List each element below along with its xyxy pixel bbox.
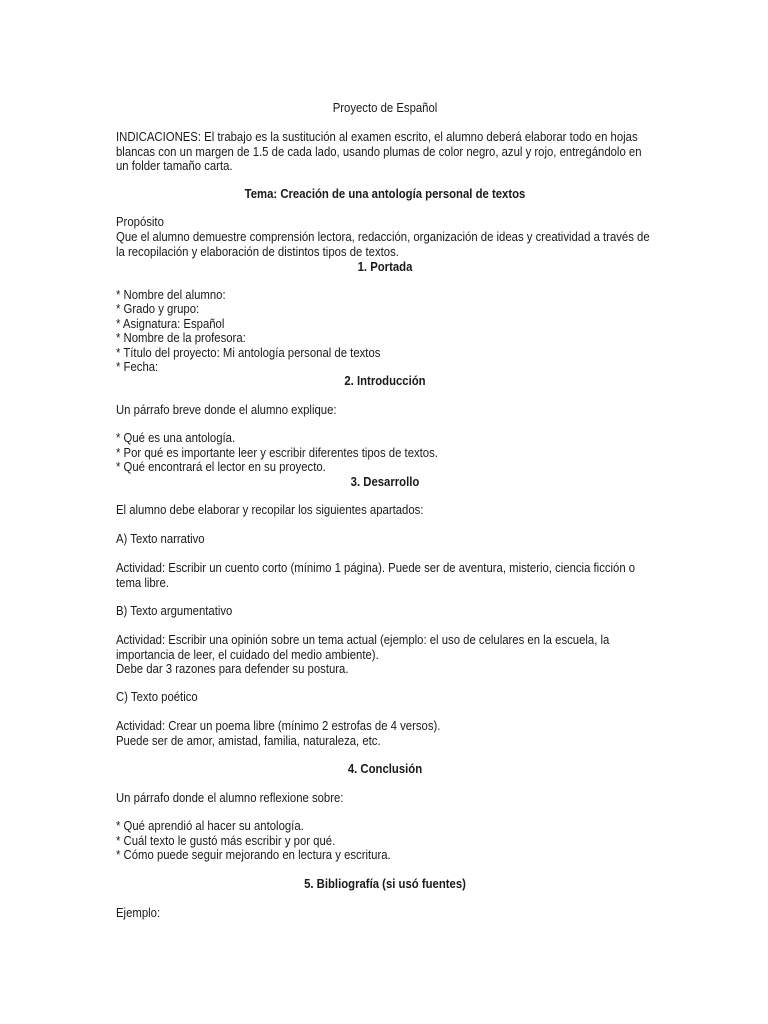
document-title: Proyecto de Español: [332, 101, 438, 115]
proposito-label: Propósito: [116, 215, 164, 229]
conclusion-item: * Qué aprendió al hacer su antología.: [116, 819, 304, 833]
conclusion-item: * Cómo puede seguir mejorando en lectura y escritura.: [116, 848, 391, 862]
introduccion-intro: Un párrafo breve donde el alumno explique:: [116, 403, 337, 417]
indicaciones-paragraph: INDICACIONES: El trabajo es la sustitución al examen escrito, el alumno deberá elaborar todo en hojas blancas con un margen de 1.5 de cada lado, usando plumas de color negro, azul y rojo, entregándolo en un folder tamaño carta.: [116, 130, 642, 173]
introduccion-item: * Qué es una antología.: [116, 431, 236, 445]
portada-item: * Nombre del alumno:: [116, 288, 226, 302]
portada-item: * Asignatura: Español: [116, 317, 225, 331]
portada-item: * Grado y grupo:: [116, 302, 200, 316]
texto-narrativo-activity: Actividad: Escribir un cuento corto (mínimo 1 página). Puede ser de aventura, misterio, ciencia ficción o tema libre.: [116, 561, 636, 590]
conclusion-intro: Un párrafo donde el alumno reflexione sobre:: [116, 791, 344, 805]
portada-item: * Fecha:: [116, 360, 159, 374]
texto-argumentativo-title: B) Texto argumentativo: [116, 604, 233, 618]
texto-narrativo-title: A) Texto narrativo: [116, 532, 205, 546]
portada-item: * Nombre de la profesora:: [116, 331, 246, 345]
portada-item: * Título del proyecto: Mi antología personal de textos: [116, 346, 381, 360]
desarrollo-heading: 3. Desarrollo: [350, 475, 420, 489]
bibliografia-heading: 5. Bibliografía (si usó fuentes): [304, 877, 466, 891]
introduccion-item: * Por qué es importante leer y escribir diferentes tipos de textos.: [116, 446, 438, 460]
portada-heading: 1. Portada: [357, 260, 413, 274]
introduccion-heading: 2. Introducción: [344, 374, 426, 388]
bibliografia-ejemplo: Ejemplo:: [116, 906, 161, 920]
texto-poetico-extra: Puede ser de amor, amistad, familia, naturaleza, etc.: [116, 734, 381, 748]
texto-argumentativo-activity: Actividad: Escribir una opinión sobre un tema actual (ejemplo: el uso de celulares en la escuela, la importancia de leer, el cuidado del medio ambiente).: [116, 633, 610, 662]
conclusion-item: * Cuál texto le gustó más escribir y por qué.: [116, 834, 336, 848]
tema-heading: Tema: Creación de una antología personal de textos: [244, 187, 526, 201]
conclusion-heading: 4. Conclusión: [347, 762, 423, 776]
desarrollo-intro: El alumno debe elaborar y recopilar los siguientes apartados:: [116, 503, 424, 517]
texto-argumentativo-extra: Debe dar 3 razones para defender su postura.: [116, 662, 349, 676]
texto-poetico-activity: Actividad: Crear un poema libre (mínimo 2 estrofas de 4 versos).: [116, 719, 441, 733]
introduccion-item: * Qué encontrará el lector en su proyecto.: [116, 460, 326, 474]
texto-poetico-title: C) Texto poético: [116, 690, 198, 704]
proposito-text: Que el alumno demuestre comprensión lectora, redacción, organización de ideas y creatividad a través de la recopilación y elaboración de distintos tipos de textos.: [116, 230, 650, 259]
